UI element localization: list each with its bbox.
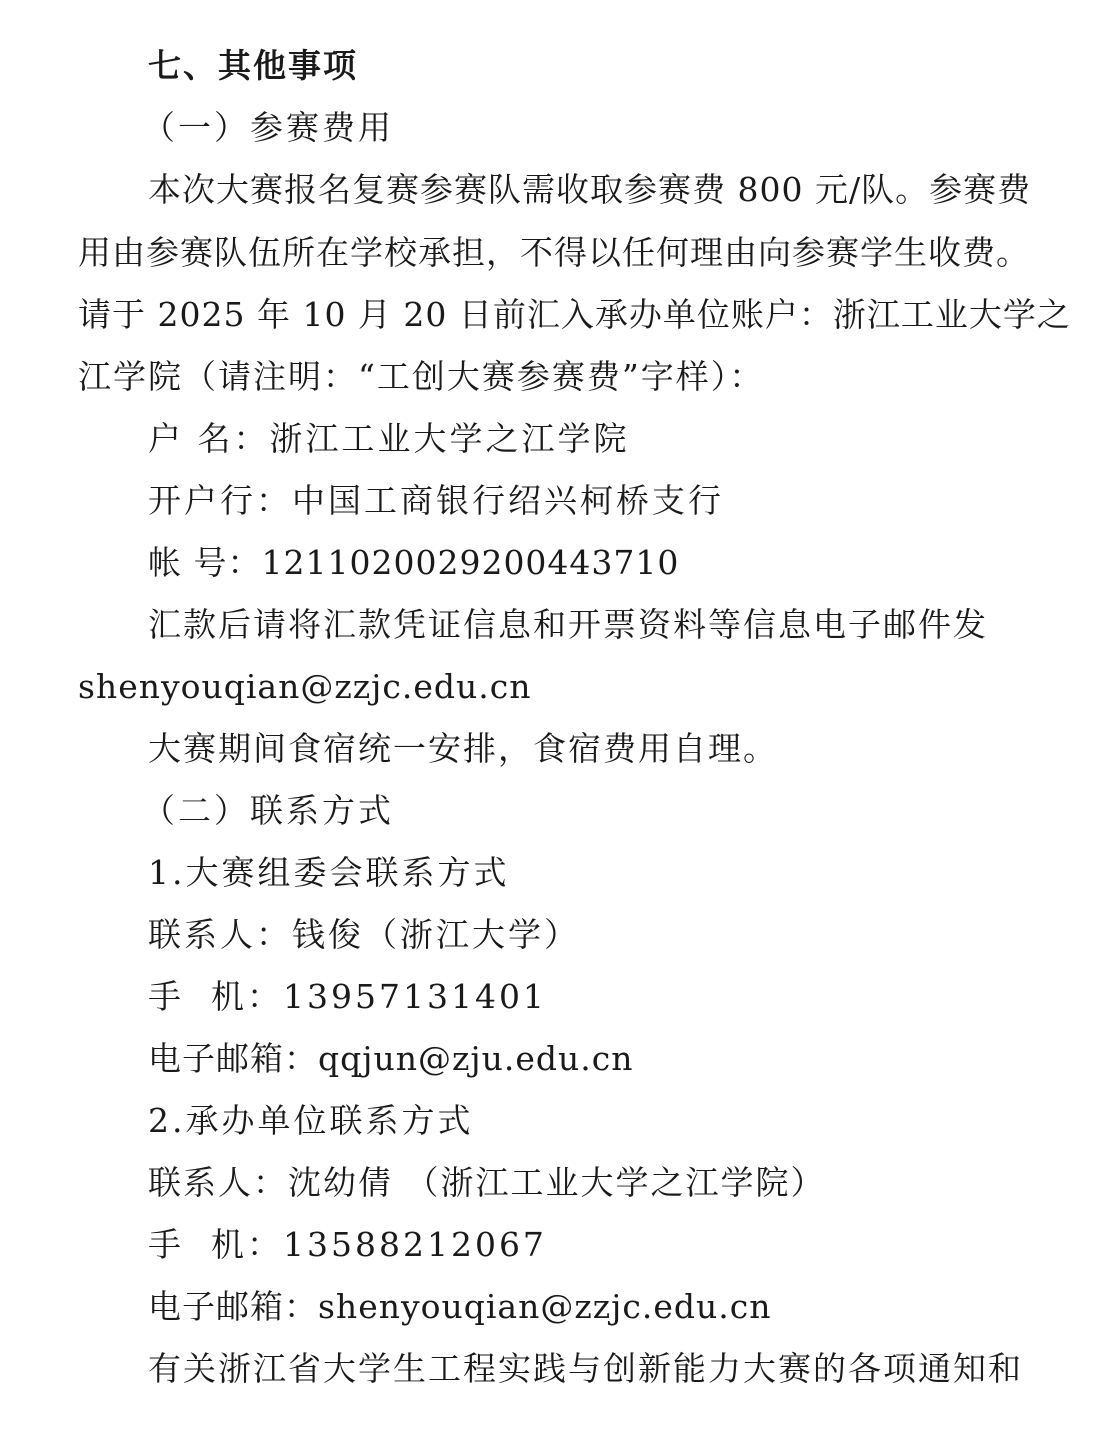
account-name: 户 名：浙江工业大学之江学院 xyxy=(148,419,630,458)
fee-paragraph-line-3: 请于 2025 年 10 月 20 日前汇入承办单位账户：浙江工业大学之 xyxy=(78,295,1071,334)
contact2-person: 联系人：沈幼倩 （浙江工业大学之江学院） xyxy=(148,1163,826,1202)
closing-paragraph-line-1: 有关浙江省大学生工程实践与创新能力大赛的各项通知和 xyxy=(148,1349,1023,1388)
bank-name: 开户行：中国工商银行绍兴柯桥支行 xyxy=(148,481,724,520)
sub-heading-contacts: （二）联系方式 xyxy=(142,791,394,830)
remit-instruction-line-1: 汇款后请将汇款凭证信息和开票资料等信息电子邮件发 xyxy=(148,605,988,644)
fee-paragraph-line-1: 本次大赛报名复赛参赛队需收取参赛费 800 元/队。参赛费 xyxy=(148,170,1032,209)
contact1-person: 联系人：钱俊（浙江大学） xyxy=(148,915,580,954)
remit-email-link[interactable]: shenyouqian@zzjc.edu.cn xyxy=(78,667,532,706)
lodging-note: 大赛期间食宿统一安排，食宿费用自理。 xyxy=(148,729,778,768)
contact2-title: 2.承办单位联系方式 xyxy=(148,1101,474,1140)
contact1-email[interactable]: 电子邮箱：qqjun@zju.edu.cn xyxy=(148,1039,634,1078)
section-heading: 七、其他事项 xyxy=(148,46,358,85)
fee-paragraph-line-4: 江学院（请注明：“工创大赛参赛费”字样）： xyxy=(78,357,765,396)
contact1-phone: 手 机：13957131401 xyxy=(148,977,547,1016)
fee-paragraph-line-2: 用由参赛队伍所在学校承担，不得以任何理由向参赛学生收费。 xyxy=(78,233,1030,272)
contact2-phone: 手 机：13588212067 xyxy=(148,1225,547,1264)
account-number: 帐 号：1211020029200443710 xyxy=(148,543,680,582)
sub-heading-fees: （一）参赛费用 xyxy=(142,108,394,147)
contact1-title: 1.大赛组委会联系方式 xyxy=(148,853,510,892)
contact2-email[interactable]: 电子邮箱：shenyouqian@zzjc.edu.cn xyxy=(148,1287,772,1326)
